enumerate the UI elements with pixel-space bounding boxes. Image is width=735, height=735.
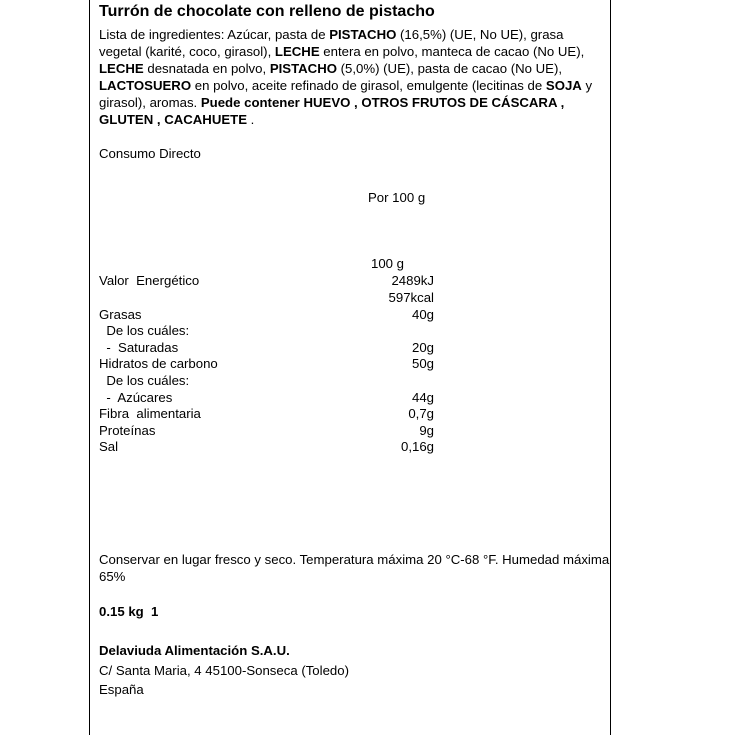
ingredient-text: y girasol), aromas. (99, 78, 593, 110)
nutrient-value: 40g (411, 307, 434, 322)
per-100g-header: Por 100 g (368, 190, 426, 205)
ingredient-highlight: Puede contener HUEVO , OTROS FRUTOS DE CÁSCARA , GLUTEN , CACAHUETE (99, 95, 565, 127)
ingredient-text: desnatada en polvo, (143, 61, 270, 76)
nutrient-label: - Azúcares (99, 390, 173, 405)
nutrient-value: 9g (419, 423, 434, 438)
nutrient-value: 2489kJ (391, 273, 434, 288)
ingredient-text: entera en polvo, manteca de cacao (No UE), (319, 44, 585, 59)
ingredient-highlight: LACTOSUERO (99, 78, 192, 93)
nutrient-label: - Saturadas (99, 340, 179, 355)
product-title: Turrón de chocolate con relleno de pistacho (99, 3, 435, 20)
ingredient-text: Lista de ingredientes: Azúcar, pasta de (99, 27, 330, 42)
net-weight: 0.15 kg 1 (99, 604, 159, 619)
ingredient-highlight: LECHE (99, 61, 144, 76)
company-address: C/ Santa Maria, 4 45100-Sonseca (Toledo) (99, 663, 349, 678)
nutrient-value: 597kcal (388, 290, 434, 305)
company-name: Delaviuda Alimentación S.A.U. (99, 643, 290, 658)
nutrient-label: De los cuáles: (99, 323, 190, 338)
ingredient-highlight: LECHE (274, 44, 320, 59)
ingredient-text: (5,0%) (UE), pasta de cacao (No UE), (337, 61, 562, 76)
usage-text: Consumo Directo (99, 146, 201, 161)
nutrient-label: Grasas (99, 307, 142, 322)
column-header-100g: 100 g (371, 256, 405, 271)
nutrient-value: 20g (411, 340, 434, 355)
ingredient-highlight: PISTACHO (269, 61, 337, 76)
nutrient-label: Valor Energético (99, 273, 200, 288)
ingredient-text: . (247, 112, 255, 127)
ingredient-highlight: SOJA (545, 78, 582, 93)
nutrient-value: 44g (411, 390, 434, 405)
ingredients-list (99, 26, 609, 128)
nutrient-label: Fibra alimentaria (99, 406, 201, 421)
company-country: España (99, 682, 144, 697)
ingredient-text: en polvo, aceite refinado de girasol, emulgente (lecitinas de (191, 78, 546, 93)
nutrient-value: 0,7g (408, 406, 434, 421)
nutrient-value: 50g (411, 356, 434, 371)
storage-text: Conservar en lugar fresco y seco. Temperatura máxima 20 °C-68 °F. Humedad máxima 65% (99, 552, 610, 584)
nutrient-label: Hidratos de carbono (99, 356, 218, 371)
nutrient-label: Proteínas (99, 423, 156, 438)
nutrient-label: Sal (99, 439, 119, 454)
ingredient-text: (16,5%) (UE, No UE), grasa vegetal (karité, coco, girasol), (99, 27, 564, 59)
nutrient-value: 0,16g (400, 439, 434, 454)
ingredient-highlight: PISTACHO (329, 27, 397, 42)
nutrient-label: De los cuáles: (99, 373, 190, 388)
